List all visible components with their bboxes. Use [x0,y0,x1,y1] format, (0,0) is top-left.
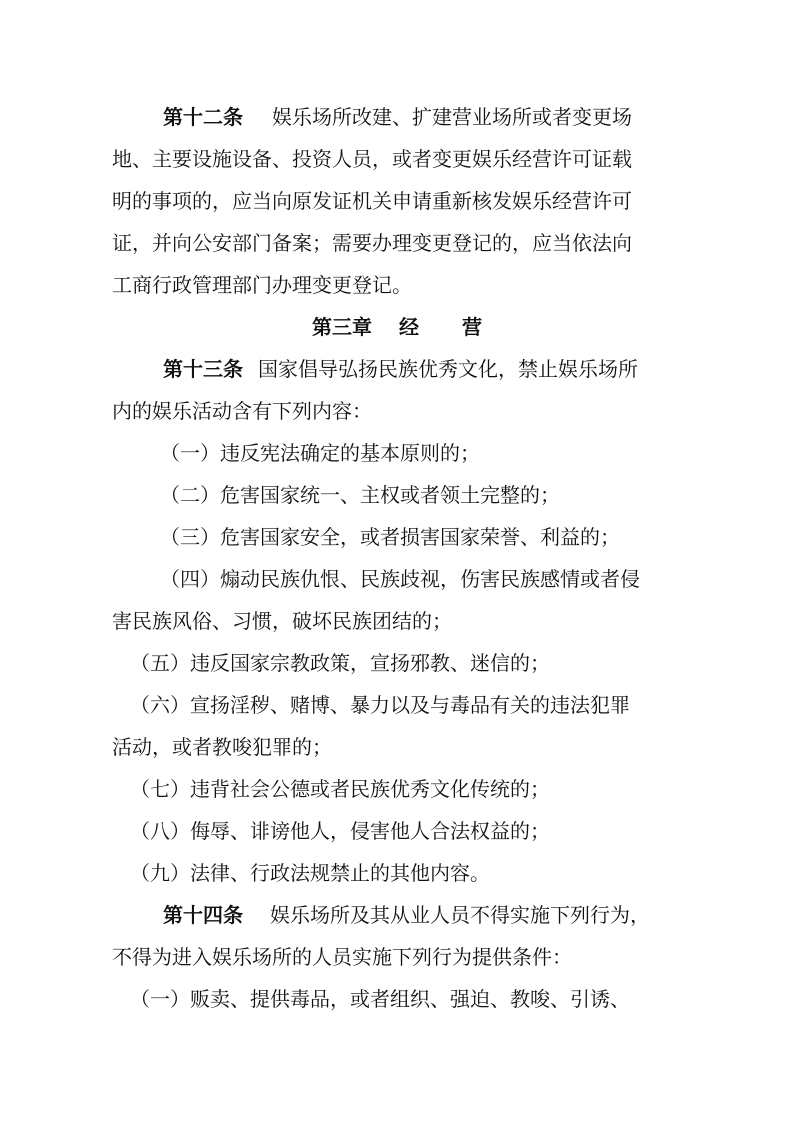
article12-line [0,230,793,256]
list-item-text: （八）侮辱、诽谤他人，侵害他人合法权益的； [130,819,550,843]
chapter-title-char: 经 [399,315,419,339]
article14-text: （一）贩卖、提供毒品，或者组织、强迫、教唆、引诱、 [130,987,630,1011]
article13-text: 内的娱乐活动含有下列内容： [112,399,372,423]
list-item-text: （一）违反宪法确定的基本原则的； [160,441,480,465]
article14-line [0,986,793,1012]
list-item-text: 害民族风俗、习惯，破坏民族团结的； [112,609,452,633]
article12-text: 地、主要设施设备、投资人员，或者变更娱乐经营许可证载 [112,147,632,171]
list-item-text: （七）违背社会公德或者民族优秀文化传统的； [130,777,550,801]
article12-text: 娱乐场所改建、扩建营业场所或者变更场 [272,105,632,129]
list-item [0,734,793,760]
article13-label: 第十三条 [163,357,243,381]
list-item-text: （三）危害国家安全，或者损害国家荣誉、利益的； [160,525,620,549]
article14-line [0,902,793,928]
list-item [0,566,793,592]
article12-line [0,146,793,172]
article12-line [0,272,793,298]
article13-text: 国家倡导弘扬民族优秀文化，禁止娱乐场所 [258,357,638,381]
list-item-text: （九）法律、行政法规禁止的其他内容。 [130,861,490,885]
article12-line [0,104,793,130]
chapter-title-char: 营 [462,315,482,339]
list-item [0,818,793,844]
list-item [0,608,793,634]
article14-text: 娱乐场所及其从业人员不得实施下列行为， [270,903,650,927]
list-item-text: （五）违反国家宗教政策，宣扬邪教、迷信的； [130,651,550,675]
list-item-text: （四）煽动民族仇恨、民族歧视，伤害民族感情或者侵 [160,567,640,591]
list-item [0,524,793,550]
list-item [0,860,793,886]
list-item [0,776,793,802]
article14-text: 不得为进入娱乐场所的人员实施下列行为提供条件： [112,945,572,969]
chapter-heading [0,314,793,340]
list-item-text: 活动，或者教唆犯罪的； [112,735,332,759]
article12-text: 证，并向公安部门备案；需要办理变更登记的，应当依法向 [112,231,632,255]
article12-text: 工商行政管理部门办理变更登记。 [112,273,412,297]
list-item [0,692,793,718]
list-item [0,650,793,676]
list-item-text: （六）宣扬淫秽、赌博、暴力以及与毒品有关的违法犯罪 [130,693,630,717]
article12-label: 第十二条 [163,105,243,129]
article13-line [0,356,793,382]
list-item [0,482,793,508]
article14-line [0,944,793,970]
article12-line [0,188,793,214]
list-item-text: （二）危害国家统一、主权或者领土完整的； [160,483,560,507]
chapter-label: 第三章 [312,315,372,339]
article14-label: 第十四条 [163,903,243,927]
article12-text: 明的事项的，应当向原发证机关申请重新核发娱乐经营许可 [112,189,632,213]
article13-line [0,398,793,424]
list-item [0,440,793,466]
